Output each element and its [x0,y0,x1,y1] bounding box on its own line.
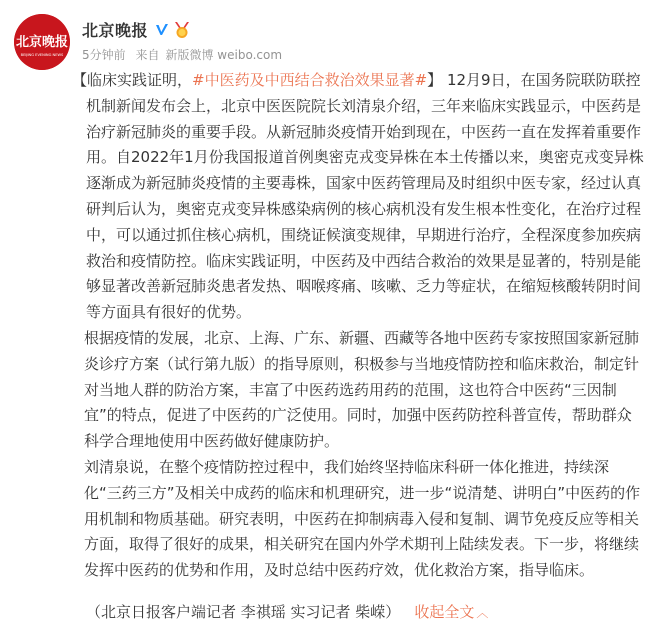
hashtag-link[interactable]: #中医药及中西结合救治效果显著# [192,71,428,89]
post-paragraph-1 [72,68,644,326]
chevron-up-icon: ︿ [476,606,489,620]
lead-close: 】 [427,71,443,89]
user-name[interactable]: 北京晚报 [82,21,149,40]
paragraph-1-text: 12月9日，在国务院联防联控机制新闻发布会上，北京中医医院院长刘清泉介绍，三年来临床实践显示，中医药是治疗新冠肺炎的重要手段。从新冠肺炎疫情开始到现在，中医药一直在发挥着重要作用。自2022年1月份我国报道首例奥密克戎变异株在本土传播以来，奥密克戎变异株逐渐成为新冠肺炎疫情的主要毒株，国家中医药管理局及时组织中医专家，经过认真研判后认为，奥密克戎变异株感染病例的核心病机没有发生根本性变化，在治疗过程中，可以通过抓住核心病机，围绕证候演变规律，早期进行治疗，全程深度参加疾病救治和疫情防控。临床实践证明，中医药及中西结合救治的效果是显著的，特别是能够显著改善新冠肺炎患者发热、咽喉疼痛、咳嗽、乏力等症状，在缩短核酸转阴时间等方面具有很好的优势。 [86,71,644,322]
post-paragraph-2: 根据疫情的发展，北京、上海、广东、新疆、西藏等各地中医药专家按照国家新冠肺炎诊疗方案（试行第九版）的指导原则，积极参与当地疫情防控和临床救治，制定针对当地人群的防治方案，丰富了中医药选药用药的范围，这也符合中医药“三因制宜”的特点，促进了中医药的广泛使用。同时，加强中医药防控科普宣传，帮助群众科学合理地使用中医药做好健康防护。 [84,328,640,451]
post-source[interactable]: 新版微博 weibo.com [165,48,283,62]
avatar-logo-text: 北京晚报 [15,35,69,50]
source-prefix: 来自 [135,48,160,62]
lead-open: 【临床实践证明， [72,71,193,89]
avatar-logo-subtext: BEIJING EVENING NEWS [20,53,64,57]
avatar[interactable] [14,14,70,70]
name-row [82,18,191,41]
post-paragraph-3: 刘清泉说，在整个疫情防控过程中，我们始终坚持临床科研一体化推进，持续深化“三药三方”及相关中成药的临床和机理研究，进一步“说清楚、讲明白”中医药的作用机制和物质基础。研究表明，中医药在抑制病毒入侵和复制、调节免疫反应等相关方面，取得了很好的成果，相关研究在国内外学术期刊上陆续发表。下一步，将继续发挥中医药的优势和作用，及时总结中医药疗效，优化救治方案，指导临床。 [84,457,641,580]
collapse-label: 收起全文 [414,603,475,621]
post-meta [82,46,288,63]
verified-badge-icon[interactable] [154,22,170,38]
collapse-full-text-button[interactable] [414,603,488,621]
post-header [14,14,644,74]
post-content [72,68,644,584]
post-time[interactable]: 5分钟前 [82,48,126,62]
medal-icon[interactable] [173,21,191,39]
post-footer [86,601,488,622]
reporter-credit: （北京日报客户端记者 李祺瑶 实习记者 柴嵘） [86,603,401,621]
avatar-logo [14,14,70,70]
